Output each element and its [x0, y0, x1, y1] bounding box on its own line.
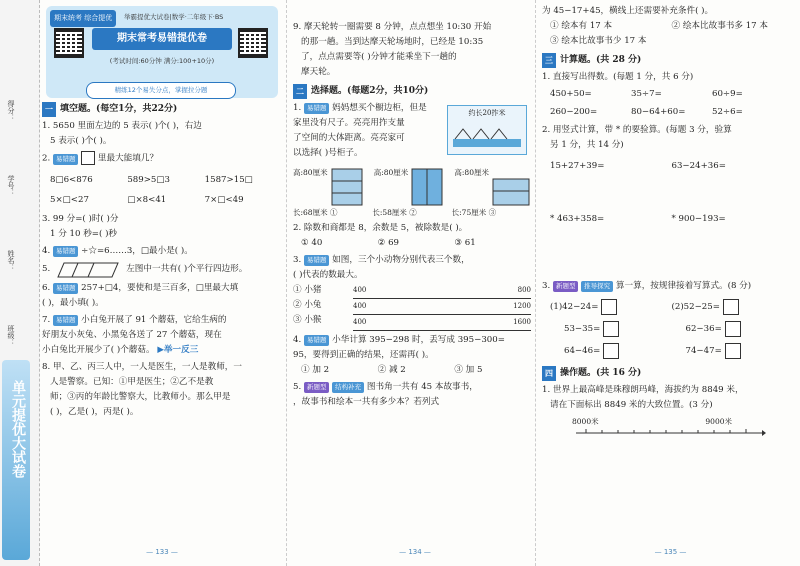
exam-info: (考试时间:60分钟 满分:100+10分) [109, 57, 215, 65]
page-number: — 135 — [654, 548, 687, 556]
cabinet-height: 高:80厘米 [293, 168, 328, 177]
tag-easy-mistake: 易错题 [304, 335, 330, 346]
score-label: 得分： [7, 100, 15, 121]
pattern-item: 74−47= [685, 346, 722, 356]
cabinet-length: 长:68厘米 [293, 208, 328, 217]
class-label: 班级： [7, 325, 15, 346]
bar-segment-value: 400 [353, 286, 367, 294]
tag-new-type: 新题型 [304, 382, 330, 393]
question-text: 家里没有尺子。亮亮用拃支量 [293, 118, 405, 128]
section-badge: 四 [542, 366, 556, 381]
question-text: 257+□4，要使和是三百多，□里最大填 [81, 282, 239, 293]
question-9 [293, 20, 531, 80]
cabinet-length: 长:75厘米 [451, 208, 487, 217]
vertical-calc-item: * 900−193= [671, 214, 726, 224]
answer-box[interactable] [725, 321, 741, 337]
bar-total-value: 800 [517, 286, 531, 294]
answer-box[interactable] [603, 343, 619, 359]
tag-easy-mistake: 易错题 [53, 283, 79, 294]
vertical-calc-item: 15+27+39= [550, 161, 605, 171]
ribbon-text: 单元提优大试卷 [10, 380, 26, 478]
column-page-135 [535, 0, 793, 566]
cabinet-height: 高:80厘米 [373, 168, 409, 177]
cabinet-icon [330, 167, 364, 207]
pattern-item: 64−46= [564, 346, 601, 356]
measuring-illustration [447, 105, 527, 155]
header-banner [46, 6, 278, 98]
option-3[interactable]: ③ 61 [454, 238, 476, 248]
option-2[interactable]: ② 绘本比故事书多 17 本 [671, 21, 768, 31]
option-2[interactable]: ② 69 [377, 238, 400, 248]
section-badge: 三 [542, 53, 556, 68]
page-number: — 134 — [399, 548, 431, 556]
option-3[interactable]: ③ 绘本比故事书少 17 本 [550, 36, 647, 46]
question-text: 3. 99 分=( )时( )分 [42, 213, 119, 224]
question-text: 了，点点需要等( )分钟才能乘坐下一趟的 [301, 52, 457, 62]
question-text: ( )代表的数最大。 [293, 270, 363, 280]
tag-easy-mistake: 易错题 [53, 246, 79, 257]
calc-item: 52÷6= [712, 107, 743, 117]
question-text: 1. 5650 里面左边的 5 表示( )个( )，右边 [42, 121, 202, 131]
question-text: 请在下面标出 8849 米的大致位置。(3 分) [550, 400, 713, 410]
bar-segment-value: 400 [353, 302, 367, 310]
question-3 [42, 212, 282, 242]
calc-item: 60÷9= [712, 89, 743, 99]
pattern-item: 62−36= [685, 324, 722, 334]
tag-easy-mistake: 易错题 [304, 255, 330, 266]
question-text: 小白兔比开展少了( )个蘑菇。 [42, 344, 155, 355]
number-line-start: 8000米 [572, 417, 599, 426]
cabinet-icon [491, 167, 531, 207]
calc-question-3: 3. 新题型 推导探究 算一算，按规律接着写算式。(8 分) (1)42−24= (2)52−25= 53−35= 62−36= 64−46= 74−47= [542, 279, 793, 362]
option-2[interactable]: ② 减 2 [377, 365, 406, 375]
section-fill-in [42, 102, 282, 117]
answer-box[interactable] [725, 343, 741, 359]
inequality-item: 589>5□3 [127, 174, 170, 185]
vertical-calc-item: * 463+358= [550, 214, 605, 224]
student-id-label: 学号： [7, 175, 15, 196]
question-8 [42, 360, 282, 420]
choice-question-4: 4. 易错题 小华计算 395−298 时，丢写成 395−300= 95，要得到正确的结果，还需再( )。 ① 加 2 ② 减 2 ③ 加 5 [293, 333, 531, 378]
tip-banner: 精练12个易失分点，掌握拉分题 [86, 82, 236, 99]
question-text: 如图，三个小动物分别代表三个数， [332, 255, 470, 265]
bar-total-value: 1600 [513, 318, 531, 326]
column-page-133 [42, 0, 282, 566]
question-text: ( )，最小填( )。 [42, 297, 104, 308]
operation-question-1 [542, 383, 793, 445]
question-text: 左图中一共有( )个平行四边形。 [126, 264, 248, 274]
qr-code-icon [238, 28, 268, 58]
question-text: 算一算，按规律接着写算式。(8 分) [615, 281, 752, 291]
question-text: 1. 直接写出得数。(每题 1 分，共 6 分) [542, 72, 694, 82]
cabinet-icon [410, 167, 444, 207]
qr-code-icon [54, 28, 84, 58]
pattern-item: (1)42−24= [550, 302, 599, 312]
vertical-calc-item: 63−24+36= [671, 161, 726, 171]
option-2[interactable]: ② 小兔 [293, 300, 322, 310]
pattern-item: 53−35= [564, 324, 601, 334]
tag-new-type: 新题型 [553, 281, 579, 292]
answer-box[interactable] [723, 299, 739, 315]
animal-comparison [293, 283, 531, 331]
question-text: 图书角一共有 45 本故事书， [366, 382, 478, 392]
question-2: 2. 易错题 里最大能填几？ 8□6<876 589>5□3 1587>15□ 5×□<27 □×8<41 7×□<49 [42, 151, 282, 210]
calc-item: 260−200= [550, 107, 598, 117]
pattern-item: (2)52−25= [671, 302, 720, 312]
bar-segment-value: 400 [353, 318, 367, 326]
option-1[interactable]: ① 加 2 [301, 365, 330, 375]
question-5: 5. 左图中一共有( )个平行四边形。 [42, 261, 282, 279]
number-bars [353, 283, 531, 331]
question-1 [42, 119, 282, 149]
inequality-item: 7×□<49 [204, 194, 244, 205]
tag-structure: 结构补充 [332, 382, 364, 393]
number-line-end: 9000米 [705, 417, 732, 426]
binding-strip [0, 0, 40, 566]
cabinet-options [293, 167, 531, 207]
answer-box[interactable] [81, 151, 95, 165]
question-text: 妈妈想买个橱边柜，但是 [332, 103, 427, 113]
section-title: 选择题。(每题2分，共10分) [311, 86, 429, 96]
section-badge: 一 [42, 102, 56, 117]
inequality-item: 1587>15□ [204, 174, 253, 185]
calc-item: 80−64+60= [631, 107, 686, 117]
section-badge: 二 [293, 84, 307, 99]
bar-total-value: 1200 [513, 302, 531, 310]
page-number: — 133 — [146, 548, 178, 556]
option-3[interactable]: ③ 加 5 [454, 365, 483, 375]
choice-question-5-continued [542, 4, 793, 49]
question-4: 4. 易错题 ÷☆=6……3，□最小是( )。 [42, 245, 193, 256]
exam-type-tag: 期末统考 综合提优 [50, 10, 116, 27]
series-title: 举霸提优大试卷|数学·二年级下·BS [124, 13, 224, 21]
option-1[interactable]: ① 40 [301, 238, 323, 248]
choice-question-3: 3. 易错题 如图，三个小动物分别代表三个数， ( )代表的数最大。 ① 小猪 ② 小兔 ③ 小猴 400 800 400 1200 400 1600 [293, 253, 531, 331]
parallelogram-figure [56, 261, 120, 279]
question-text: ÷☆=6……3，□最小是( )。 [81, 245, 193, 256]
example-link[interactable]: ▶举一反三 [157, 344, 199, 355]
question-text: 95，要得到正确的结果，还需再( )。 [293, 350, 434, 360]
cabinet-option [374, 167, 445, 207]
cabinet-number: ① [329, 208, 338, 217]
tag-easy-mistake: 易错题 [53, 315, 79, 326]
option-3[interactable]: ③ 小猴 [293, 315, 322, 325]
question-text: 为 45−17+45，横线上还需要补充条件( )。 [542, 6, 714, 16]
question-text: 人是警察。已知：①甲是医生；②乙不是教 [50, 376, 214, 387]
question-text: 摩天轮。 [301, 67, 336, 77]
question-text: 2. 用竖式计算，带 * 的要验算。(每题 3 分，验算 [542, 125, 732, 135]
answer-box[interactable] [603, 321, 619, 337]
cabinet-number: ② [409, 208, 417, 217]
inequality-item: 8□6<876 [50, 174, 93, 185]
hand-span-icon [449, 121, 525, 151]
question-text: 另 1 分，共 14 分) [550, 140, 624, 150]
cabinet-option [454, 167, 531, 207]
question-text: 师；③丙的年龄比警察大，比教师小。那么甲是 [50, 391, 231, 402]
inequality-item: □×8<41 [127, 194, 167, 205]
measure-label: 约长20拃米 [468, 109, 506, 117]
option-1[interactable]: ① 绘本有 17 本 [550, 21, 613, 31]
cabinet-captions [293, 207, 531, 219]
inequality-item: 5×□<27 [50, 194, 89, 205]
choice-question-1: 1. 易错题 妈妈想买个橱边柜，但是 家里没有尺子。亮亮用拃支量 了空间的大体距离。亮亮家可 以选择( )号柜子。 约长20拃米 高:80厘米 高:80厘米 高:80厘米 长:68厘米 ① 长:58厘米 ② 长:75厘米 ③ [293, 101, 531, 219]
calc-item: 35÷7= [631, 89, 662, 99]
question-text: ( )，乙是( )，丙是( )。 [50, 406, 139, 417]
answer-box[interactable] [601, 299, 617, 315]
question-text: 1 分 10 秒=( )秒 [50, 228, 118, 239]
calc-question-2 [542, 123, 793, 227]
question-text: 1. 世界上最高峰是珠穆朗玛峰，海拔约为 8849 米， [542, 385, 744, 395]
ribbon-decoration [2, 360, 30, 560]
question-7: 7. 易错题 小白兔开展了 91 个蘑菇，它给生病的 好朋友小灰兔、小黑兔各送了 27 个蘑菇，现在 小白兔比开展少了( )个蘑菇。 ▶举一反三 [42, 313, 282, 358]
section-calculation [542, 53, 793, 68]
section-title: 计算题。(共 28 分) [560, 55, 642, 65]
section-choice [293, 84, 531, 99]
question-text: 的那一趟。当到达摩天轮场地时，已经是 10:35 [301, 37, 484, 47]
question-text: 5 表示( )个( )。 [50, 136, 112, 146]
section-operation [542, 366, 793, 381]
question-text: 里最大能填几？ [97, 153, 159, 164]
option-1[interactable]: ① 小猪 [293, 285, 322, 295]
question-text: 了空间的大体距离。亮亮家可 [293, 133, 405, 143]
column-page-134 [286, 0, 531, 566]
calc-question-1 [542, 70, 793, 121]
question-text: ，故事书和绘本一共有多少本？若列式 [293, 397, 440, 407]
paper-title: 期末常考易错提优卷 [92, 28, 232, 50]
tag-derivation: 推导探究 [581, 281, 613, 292]
cabinet-length: 长:58厘米 [372, 208, 407, 217]
question-text: 好朋友小灰兔、小黑兔各送了 27 个蘑菇，现在 [42, 329, 222, 340]
section-title: 操作题。(共 16 分) [560, 368, 642, 378]
question-text: 9. 摩天轮转一圈需要 8 分钟，点点想坐 10:30 开始 [293, 22, 492, 32]
tag-easy-mistake: 易错题 [53, 154, 79, 165]
name-label: 姓名： [7, 250, 15, 271]
cabinet-option [293, 167, 364, 207]
question-text: 小华计算 395−298 时，丢写成 395−300= [332, 335, 505, 345]
tag-easy-mistake: 易错题 [304, 103, 330, 114]
question-text: 2. 除数和商都是 8，余数是 5，被除数是( )。 [293, 223, 468, 233]
choice-question-2 [293, 221, 531, 251]
cabinet-height: 高:80厘米 [454, 168, 489, 177]
question-text: 8. 甲、乙、丙三人中，一人是医生，一人是教师，一 [42, 361, 242, 372]
calc-item: 450+50= [550, 89, 592, 99]
question-text: 小白兔开展了 91 个蘑菇，它给生病的 [81, 314, 227, 325]
question-text: 以选择( )号柜子。 [293, 148, 363, 158]
section-title: 填空题。(每空1分，共22分) [60, 104, 178, 114]
choice-question-5: 5. 新题型 结构补充 图书角一共有 45 本故事书， ，故事书和绘本一共有多少本？若列式 [293, 380, 531, 410]
number-line[interactable] [566, 427, 766, 439]
question-6: 6. 易错题 257+□4，要使和是三百多，□里最大填 ( )，最小填( )。 [42, 281, 282, 311]
cabinet-number: ③ [488, 208, 497, 217]
